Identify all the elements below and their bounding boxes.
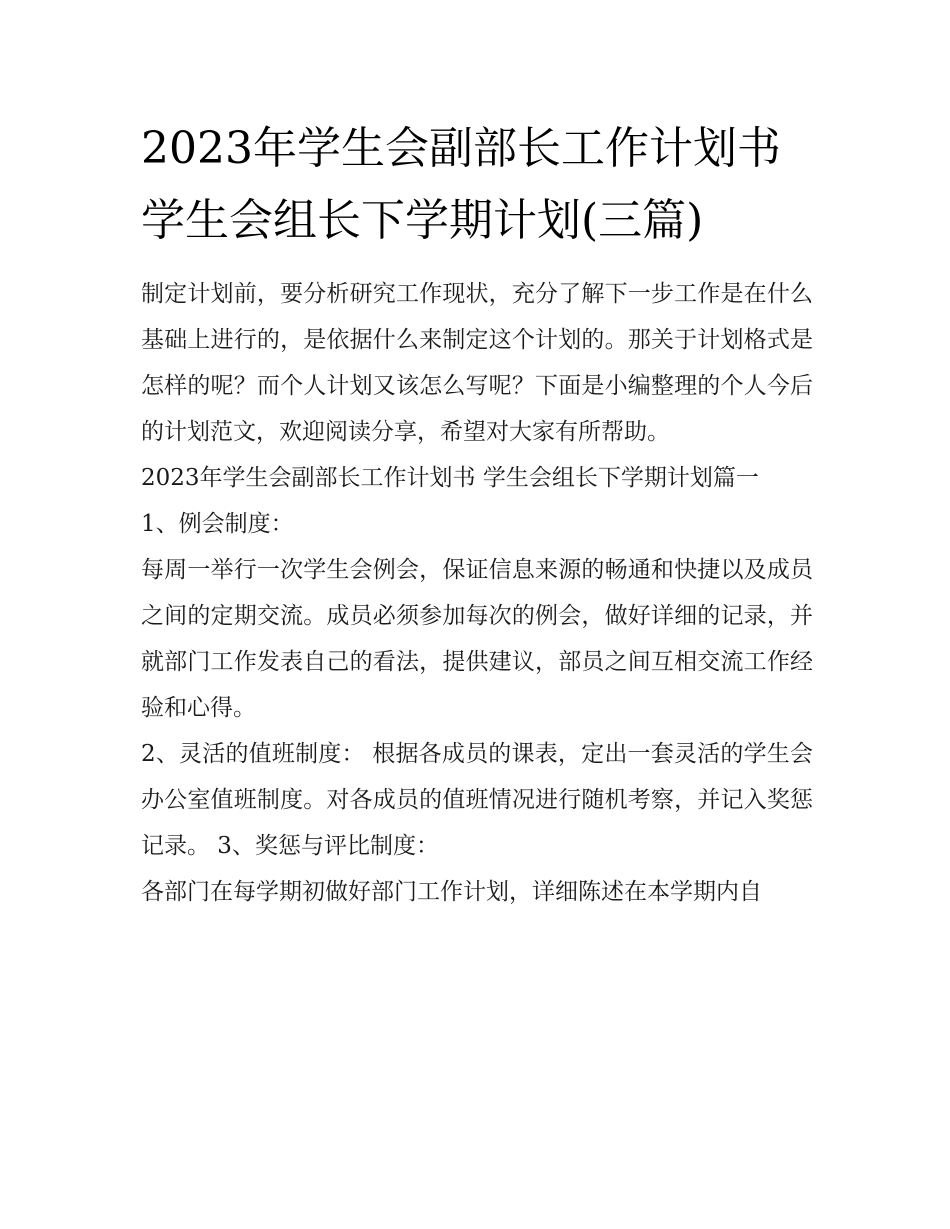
duty-paragraph: 2、灵活的值班制度： 根据各成员的课表，定出一套灵活的学生会办公室值班制度。对各成员的值班情况进行随机考察，并记入奖惩记录。 3、奖惩与评比制度：: [141, 741, 813, 859]
document-title: 2023年学生会副部长工作计划书 学生会组长下学期计划(三篇): [141, 123, 781, 246]
meeting-paragraph: 每周一举行一次学生会例会，保证信息来源的畅通和快捷以及成员之间的定期交流。成员必须参加每次的例会，做好详细的记录，并就部门工作发表自己的看法，提供建议，部员之间互相交流工作经验和心得。: [141, 557, 813, 721]
section-heading: 2023年学生会副部长工作计划书 学生会组长下学期计划篇一: [141, 465, 759, 491]
plan-paragraph: 各部门在每学期初做好部门工作计划，详细陈述在本学期内自: [141, 879, 762, 905]
intro-paragraph: 制定计划前，要分析研究工作现状，充分了解下一步工作是在什么基础上进行的，是依据什么来制定这个计划的。那关于计划格式是怎样的呢？而个人计划又该怎么写呢？下面是小编整理的个人今后的计划范文，欢迎阅读分享，希望对大家有所帮助。: [141, 281, 813, 445]
document-body: [141, 113, 813, 915]
item-heading-meeting: 1、例会制度：: [141, 511, 294, 537]
